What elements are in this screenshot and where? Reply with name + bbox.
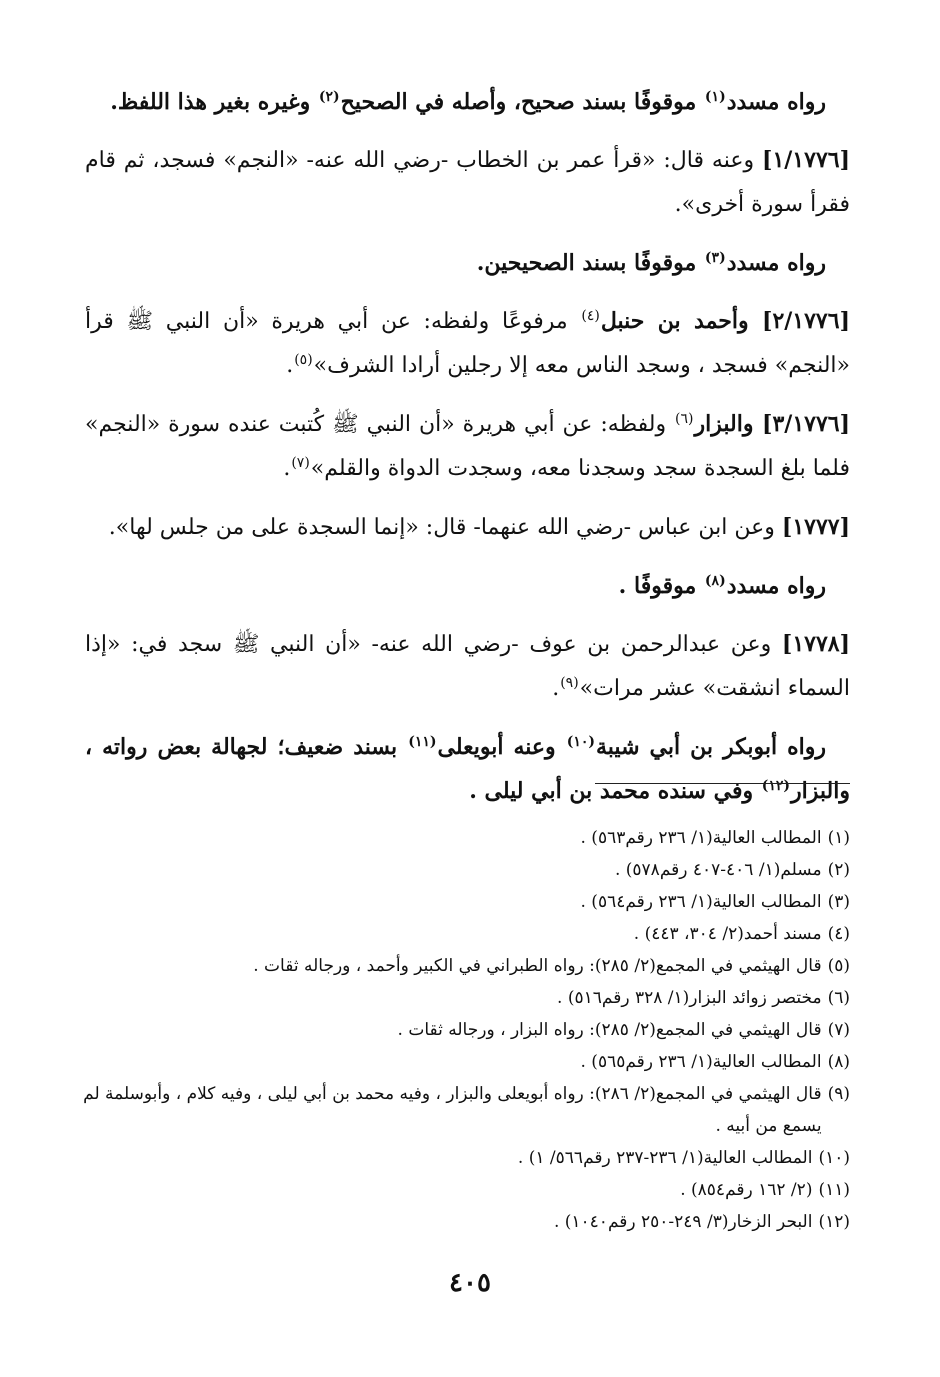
footnotes (80, 822, 850, 1238)
hadith-number: [١٧٧٧] (781, 514, 850, 540)
footnote-text: مختصر زوائد البزار(١/ ٣٢٨ رقم٥١٦) . (557, 988, 822, 1008)
text: بسند ضعيف؛ لجهالة بعض رواته ، والبزار (85, 734, 850, 804)
text: وعن ابن عباس -رضي الله عنهما- قال: «إنما السجدة على من جلس لها». (108, 515, 782, 540)
footnote-text: (٢/ ١٦٢ رقم٨٥٤) . (680, 1180, 813, 1200)
text: رواه مسدد (726, 250, 826, 276)
text: وعن عبدالرحمن بن عوف -رضي الله عنه- «أن النبي ﷺ سجد في: «إذا السماء انشقت» عشر مرات» (85, 632, 850, 701)
footnote-item (80, 854, 850, 886)
footnote-ref: (٩) (560, 674, 579, 691)
footnote-number: (١) (827, 828, 850, 848)
text: موقوفًا بسند الصحيحين. (476, 250, 704, 276)
text: رواه أبوبكر بن أبي شيبة (596, 734, 826, 760)
footnote-number: (١٠) (818, 1148, 850, 1168)
paragraph-hadith-1777 (85, 505, 850, 550)
page-number: ٤٠٥ (449, 1268, 491, 1298)
footnote-ref: (١٠) (566, 733, 595, 750)
footnote-ref: (٢) (318, 88, 340, 105)
footnote-text: قال الهيثمي في المجمع(٢/ ٢٨٥): رواه البزار ، ورجاله ثقات . (397, 1020, 822, 1040)
footnote-text: المطالب العالية(١/ ٢٣٦-٢٣٧ رقم٥٦٦/ ١) . (517, 1148, 813, 1168)
footnote-number: (٢) (827, 860, 850, 880)
footnote-ref: (٦) (675, 410, 694, 427)
text: . (283, 456, 291, 481)
hadith-number: [١٧٧٨] (781, 631, 850, 657)
footnote-ref: (٥) (294, 351, 313, 368)
paragraph-narration-1 (85, 80, 850, 124)
footnote-text: قال الهيثمي في المجمع(٢/ ٢٨٦): رواه أبويعلى والبزار ، وفيه محمد بن أبي ليلى ، وفيه كلام ، وأبوسلمة لم يسمع من أبيه . (83, 1084, 822, 1136)
text: والبزار (694, 411, 763, 437)
footnote-text: المطالب العالية(١/ ٢٣٦ رقم٥٦٥) . (580, 1052, 822, 1072)
footnote-number: (٦) (827, 988, 850, 1008)
footnote-number: (١٢) (818, 1212, 850, 1232)
footnote-number: (٤) (827, 924, 850, 944)
text: موقوفًا . (618, 573, 704, 599)
hadith-number: [٣/١٧٧٦] (762, 411, 851, 437)
footnote-item (80, 1046, 850, 1078)
footnote-item (80, 1142, 850, 1174)
footnote-number: (٧) (827, 1020, 850, 1040)
text: وغيره بغير هذا اللفظ. (110, 89, 318, 115)
footnote-ref: (١٢) (761, 777, 791, 794)
footnote-number: (٣) (827, 892, 850, 912)
footnote-number: (٨) (827, 1052, 850, 1072)
footnote-ref: (٨) (704, 572, 726, 589)
footnote-item (80, 982, 850, 1014)
footnote-item (80, 822, 850, 854)
footnote-separator (595, 783, 850, 784)
footnote-ref: (١١) (408, 733, 437, 750)
footnote-text: المطالب العالية(١/ ٢٣٦ رقم٥٦٤) . (580, 892, 822, 912)
footnote-number: (١١) (818, 1180, 850, 1200)
text: . (286, 353, 294, 378)
footnote-item (80, 950, 850, 982)
footnote-item (80, 918, 850, 950)
footnote-item (80, 886, 850, 918)
paragraph-narration-2 (85, 241, 850, 285)
main-text (85, 80, 850, 827)
footnote-number: (٩) (827, 1084, 850, 1104)
footnote-ref: (٧) (291, 454, 310, 471)
footnote-text: المطالب العالية(١/ ٢٣٦ رقم٥٦٣) . (580, 828, 822, 848)
footnote-text: البحر الزخار(٣/ ٢٤٩-٢٥٠ رقم١٠٤٠) . (553, 1212, 813, 1232)
paragraph-hadith-1776-1 (85, 138, 850, 227)
paragraph-hadith-1776-3 (85, 402, 850, 491)
text: وعنه أبويعلى (437, 734, 566, 760)
footnote-text: قال الهيثمي في المجمع(٢/ ٢٨٥): رواه الطبراني في الكبير وأحمد ، ورجاله ثقات . (253, 956, 822, 976)
footnote-item (80, 1206, 850, 1238)
text: ولفظه: عن أبي هريرة «أن النبي ﷺ كُتبت عنده سورة «النجم» فلما بلغ السجدة سجد وسجدنا معه، وسجدت الدواة والقلم» (85, 412, 850, 481)
hadith-number: [٢/١٧٧٦] (762, 308, 850, 334)
text: وعنه قال: «قرأ عمر بن الخطاب -رضي الله عنه- «النجم» فسجد، ثم قام فقرأ سورة أخرى». (85, 148, 850, 217)
paragraph-narration-3 (85, 564, 850, 608)
text: وفي سنده محمد بن أبي ليلى . (469, 778, 761, 804)
footnote-text: مسند أحمد(٢/ ٣٠٤، ٤٤٣) . (633, 924, 822, 944)
paragraph-narration-4 (85, 725, 850, 813)
footnote-text: مسلم(١/ ٤٠٦-٤٠٧ رقم٥٧٨) . (614, 860, 822, 880)
footnote-ref: (٣) (704, 249, 726, 266)
footnote-number: (٥) (827, 956, 850, 976)
paragraph-hadith-1778 (85, 622, 850, 711)
text: رواه مسدد (726, 89, 826, 115)
footnote-item (80, 1174, 850, 1206)
text: رواه مسدد (726, 573, 826, 599)
text: موقوفًا بسند صحيح، وأصله في الصحيح (340, 89, 704, 115)
hadith-number: [١/١٧٧٦] (762, 147, 850, 173)
text: مرفوعًا ولفظه: عن أبي هريرة «أن النبي ﷺ قرأ «النجم» فسجد ، وسجد الناس معه إلا رجلين أرادا الشرف» (85, 309, 850, 378)
footnote-item (80, 1078, 850, 1142)
text: . (552, 676, 560, 701)
footnote-ref: (١) (704, 88, 726, 105)
footnote-item (80, 1014, 850, 1046)
paragraph-hadith-1776-2 (85, 299, 850, 388)
footnote-ref: (٤) (581, 307, 600, 324)
text: وأحمد بن حنبل (600, 308, 763, 334)
